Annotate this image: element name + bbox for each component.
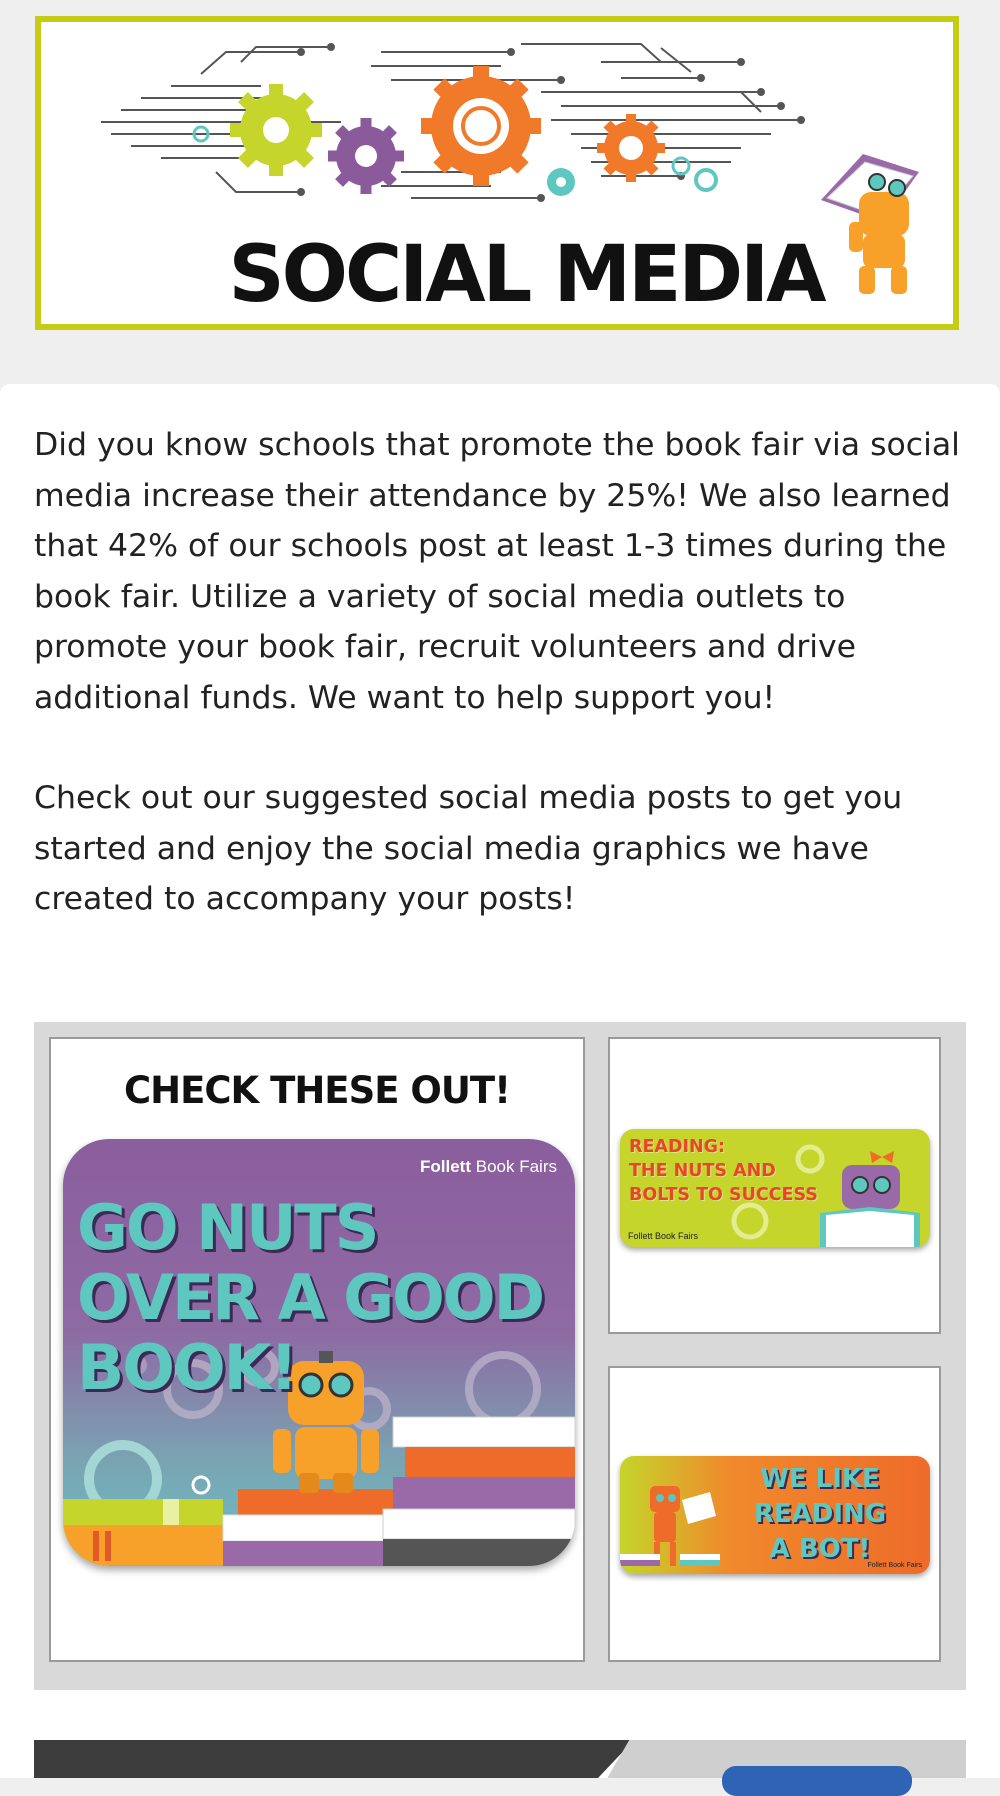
banner-2-text: WE LIKE READING A BOT! [753,1464,887,1564]
gallery-panel-banner-1[interactable] [608,1037,941,1334]
gallery-panel-banner-2[interactable] [608,1366,941,1662]
nuts-and-bolts-banner-image[interactable] [620,1129,930,1247]
intro-text [34,420,964,975]
go-nuts-poster-image[interactable] [63,1139,575,1566]
next-section-header [34,1740,634,1778]
header-banner [35,16,959,330]
gear-icon-orange-small [597,114,665,182]
follett-brand-label: Follett Book Fairs [420,1157,557,1176]
gallery-panel-poster[interactable] [49,1037,585,1662]
intro-paragraph: Check out our suggested social media posts to get you started and enjoy the social media graphics we have created to accompany your posts! [34,780,903,917]
next-section-button[interactable] [722,1766,912,1796]
banner-1-text: READING: THE NUTS AND BOLTS TO SUCCESS [629,1137,818,1205]
robot-reading-icon [821,154,919,294]
we-like-reading-a-bot-banner-image[interactable] [620,1456,930,1574]
graphics-gallery [34,1022,966,1690]
poster-headline: GO NUTS OVER A GOOD BOOK! [77,1191,544,1404]
follett-brand-label: Follett Book Fairs [628,1231,699,1241]
page-title: SOCIAL MEDIA [228,230,824,320]
gear-icon-purple [328,118,404,194]
gear-icon-green [230,84,322,176]
intro-paragraph: Did you know schools that promote the book fair via social media increase their attendance by 25%! We also learned that 42% of our schools post at least 1-3 times during the book fair. Utilize a variety of social media outlets to promote your book fair, recruit volunteers and drive additional funds. We want to help support you! [34,427,960,716]
check-these-out-heading: CHECK THESE OUT! [124,1069,510,1112]
gear-icon-orange-large [421,66,541,186]
gear-icon-teal [547,168,575,196]
follett-brand-label: Follett Book Fairs [867,1562,922,1569]
content-card [0,384,1000,1778]
